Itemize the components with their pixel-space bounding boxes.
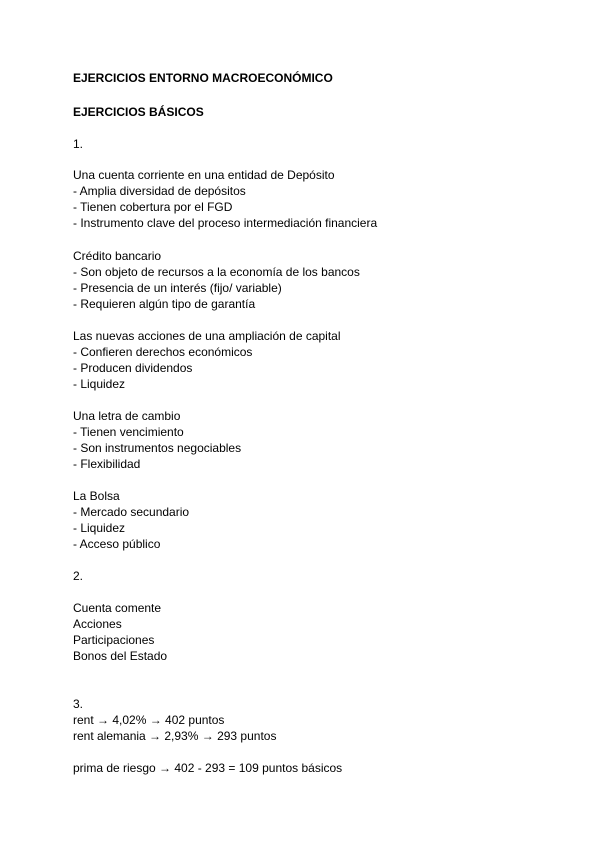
exercise-1-number: 1. — [73, 137, 84, 151]
list-item: - Acceso público — [73, 537, 161, 551]
list-item: - Son instrumentos negociables — [73, 441, 242, 455]
list-item: - Presencia de un interés (fijo/ variable) — [73, 281, 282, 295]
list-item: - Liquidez — [73, 521, 126, 535]
list-item: - Flexibilidad — [73, 457, 141, 471]
list-item: - Tienen cobertura por el FGD — [73, 200, 233, 214]
group-2-heading: Crédito bancario — [73, 249, 162, 263]
calculation-result: prima de riesgo → 402 - 293 = 109 puntos básicos — [73, 761, 343, 775]
list-item: - Amplia diversidad de depósitos — [73, 184, 246, 198]
exercise-2-number: 2. — [73, 569, 84, 583]
list-item: - Son objeto de recursos a la economía de los bancos — [73, 265, 360, 279]
list-item: - Confieren derechos económicos — [73, 345, 253, 359]
list-item: - Liquidez — [73, 377, 126, 391]
group-1-heading: Una cuenta corriente en una entidad de Depósito — [73, 168, 335, 182]
list-item: Acciones — [73, 617, 122, 631]
list-item: Participaciones — [73, 633, 155, 647]
group-5-heading: La Bolsa — [73, 489, 120, 503]
list-item: - Mercado secundario — [73, 505, 190, 519]
group-4-heading: Una letra de cambio — [73, 409, 181, 423]
document-title: EJERCICIOS ENTORNO MACROECONÓMICO — [73, 71, 333, 85]
list-item: - Requieren algún tipo de garantía — [73, 297, 256, 311]
group-3-heading: Las nuevas acciones de una ampliación de capital — [73, 329, 341, 343]
list-item: - Tienen vencimiento — [73, 425, 184, 439]
list-item: - Producen dividendos — [73, 361, 193, 375]
list-item: Bonos del Estado — [73, 649, 168, 663]
calculation-line: rent alemania → 2,93% → 293 puntos — [73, 729, 277, 743]
exercise-3-number: 3. — [73, 697, 84, 711]
section-heading: EJERCICIOS BÁSICOS — [73, 105, 204, 119]
calculation-line: rent → 4,02% → 402 puntos — [73, 713, 225, 727]
list-item: Cuenta comente — [73, 601, 162, 615]
list-item: - Instrumento clave del proceso intermediación financiera — [73, 216, 378, 230]
